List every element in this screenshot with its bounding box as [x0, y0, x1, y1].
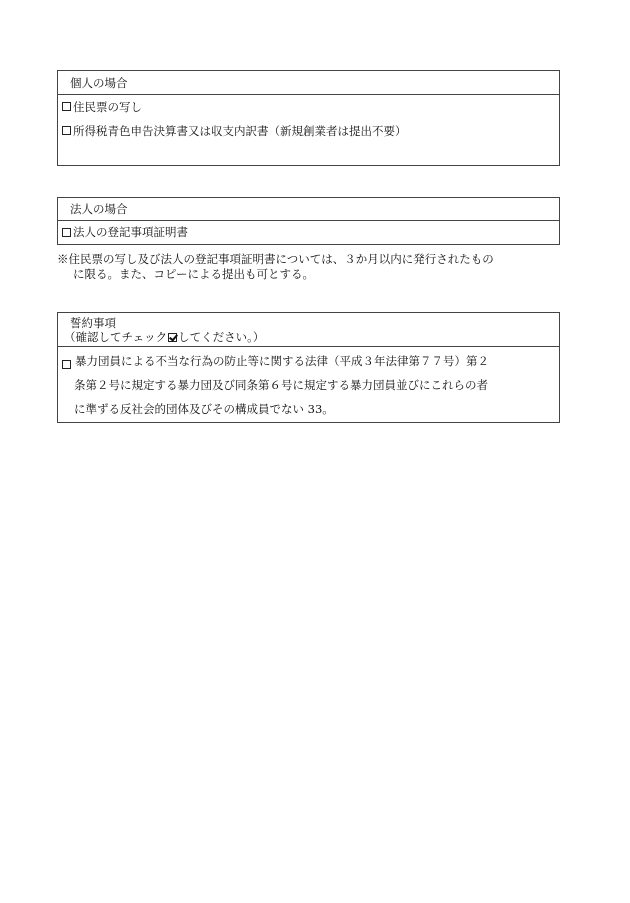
pledge-heading: 誓約事項 — [70, 316, 116, 330]
pledge-box — [57, 312, 560, 423]
pledge-instruction-before: （確認してチェック — [64, 330, 168, 344]
individual-item-resident-record[interactable] — [58, 95, 559, 119]
individual-item-label: 所得税青色申告決算書又は収支内訳書（新規創業者は提出不要） — [73, 124, 407, 138]
pledge-text-line-3: に準ずる反社会的団体及びその構成員でない 33。 — [74, 402, 334, 416]
document-validity-note — [57, 252, 569, 282]
corporate-documents-box — [57, 197, 560, 245]
pledge-header — [58, 313, 559, 347]
note-line-2: に限る。また、コピーによる提出も可とする。 — [73, 267, 315, 281]
note-line-1: ※住民票の写し及び法人の登記事項証明書については、３か月以内に発行されたもの — [57, 252, 494, 266]
individual-documents-box — [57, 70, 560, 166]
individual-item-tax-return[interactable] — [58, 119, 559, 143]
pledge-instruction — [64, 330, 559, 344]
checkbox-tax-return[interactable] — [62, 126, 71, 135]
pledge-text-line-1: 暴力団員による不当な行為の防止等に関する法律（平成３年法律第７７号）第２ — [75, 354, 489, 368]
individual-item-label: 住民票の写し — [73, 100, 142, 114]
corporate-heading: 法人の場合 — [58, 198, 559, 221]
pledge-item-anti-social[interactable] — [58, 347, 559, 421]
individual-heading: 個人の場合 — [58, 71, 559, 95]
checked-box-icon — [168, 333, 177, 342]
checkbox-anti-social-pledge[interactable] — [62, 360, 71, 369]
checkbox-resident-record[interactable] — [62, 102, 71, 111]
corporate-item-registry-certificate[interactable] — [58, 221, 559, 244]
corporate-item-label: 法人の登記事項証明書 — [73, 225, 188, 239]
checkbox-registry-certificate[interactable] — [62, 228, 71, 237]
pledge-text-line-2: 条第２号に規定する暴力団及び同条第６号に規定する暴力団員並びにこれらの者 — [74, 378, 488, 392]
pledge-instruction-after: してください。） — [178, 330, 265, 344]
